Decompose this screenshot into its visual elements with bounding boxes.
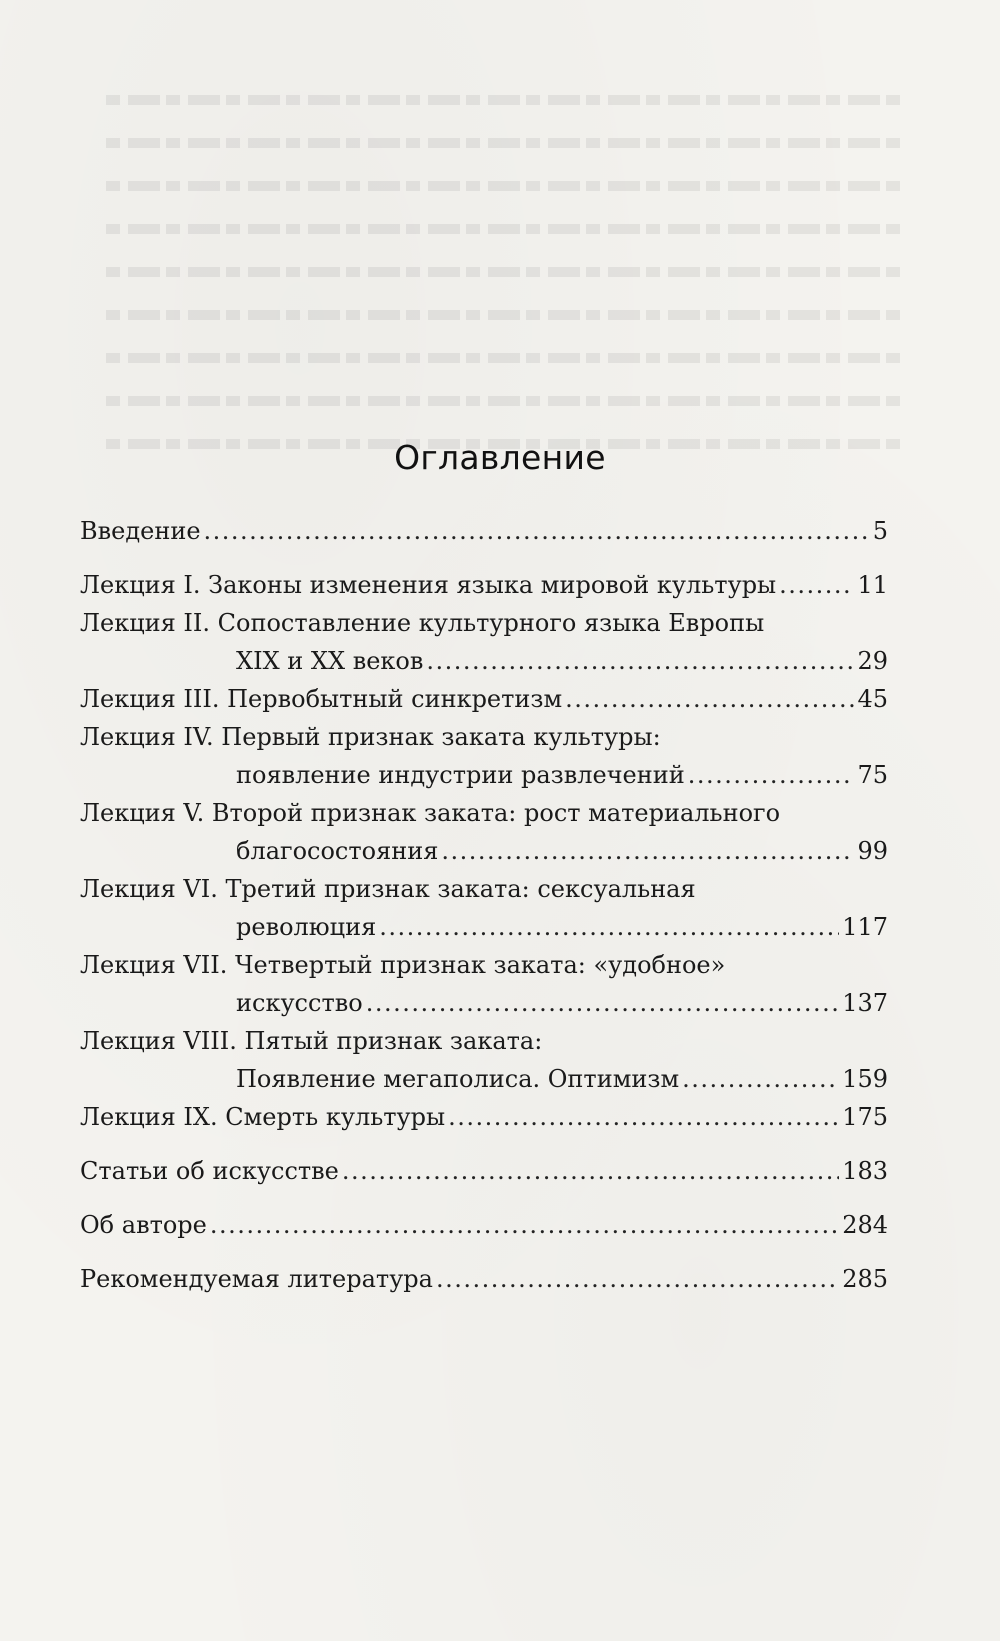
show-through-text bbox=[100, 95, 900, 455]
dot-leader bbox=[379, 908, 839, 946]
dot-leader bbox=[688, 756, 855, 794]
toc-entry-lecture-1[interactable]: Лекция I. Законы изменения языка мировой культуры ..... 11 bbox=[80, 566, 888, 604]
toc-entry-author[interactable]: Об авторе ..... 284 bbox=[80, 1206, 888, 1244]
dot-leader bbox=[210, 1206, 839, 1244]
toc-entry-articles[interactable]: Статьи об искусстве ..... 183 bbox=[80, 1152, 888, 1190]
toc-entry-literature[interactable]: Рекомендуемая литература ..... 285 bbox=[80, 1260, 888, 1298]
toc-entry-intro[interactable]: Введение ..... 5 bbox=[80, 512, 888, 550]
dot-leader bbox=[436, 1260, 839, 1298]
dot-leader bbox=[779, 566, 854, 604]
dot-leader bbox=[204, 512, 870, 550]
toc-entry-lecture-5[interactable]: Лекция V. Второй признак заката: рост материального благосостояния ..... 99 bbox=[80, 794, 888, 870]
dot-leader bbox=[441, 832, 854, 870]
toc-entry-lecture-9[interactable]: Лекция IX. Смерть культуры ..... 175 bbox=[80, 1098, 888, 1136]
dot-leader bbox=[426, 642, 854, 680]
toc-entry-lecture-2[interactable]: Лекция II. Сопоставление культурного языка Европы XIX и XX веков ..... 29 bbox=[80, 604, 888, 680]
toc-entry-lecture-4[interactable]: Лекция IV. Первый признак заката культуры: появление индустрии развлечений ..... 75 bbox=[80, 718, 888, 794]
dot-leader bbox=[448, 1098, 839, 1136]
dot-leader bbox=[682, 1060, 839, 1098]
toc-entry-lecture-7[interactable]: Лекция VII. Четвертый признак заката: «удобное» искусство ..... 137 bbox=[80, 946, 888, 1022]
dot-leader bbox=[342, 1152, 839, 1190]
dot-leader bbox=[565, 680, 854, 718]
toc-entry-lecture-6[interactable]: Лекция VI. Третий признак заката: сексуальная революция ..... 117 bbox=[80, 870, 888, 946]
table-of-contents bbox=[80, 512, 888, 1298]
page-title: Оглавление bbox=[394, 438, 606, 477]
toc-entry-lecture-8[interactable]: Лекция VIII. Пятый признак заката: Появление мегаполиса. Оптимизм ..... 159 bbox=[80, 1022, 888, 1098]
toc-entry-lecture-3[interactable]: Лекция III. Первобытный синкретизм ..... 45 bbox=[80, 680, 888, 718]
dot-leader bbox=[366, 984, 840, 1022]
